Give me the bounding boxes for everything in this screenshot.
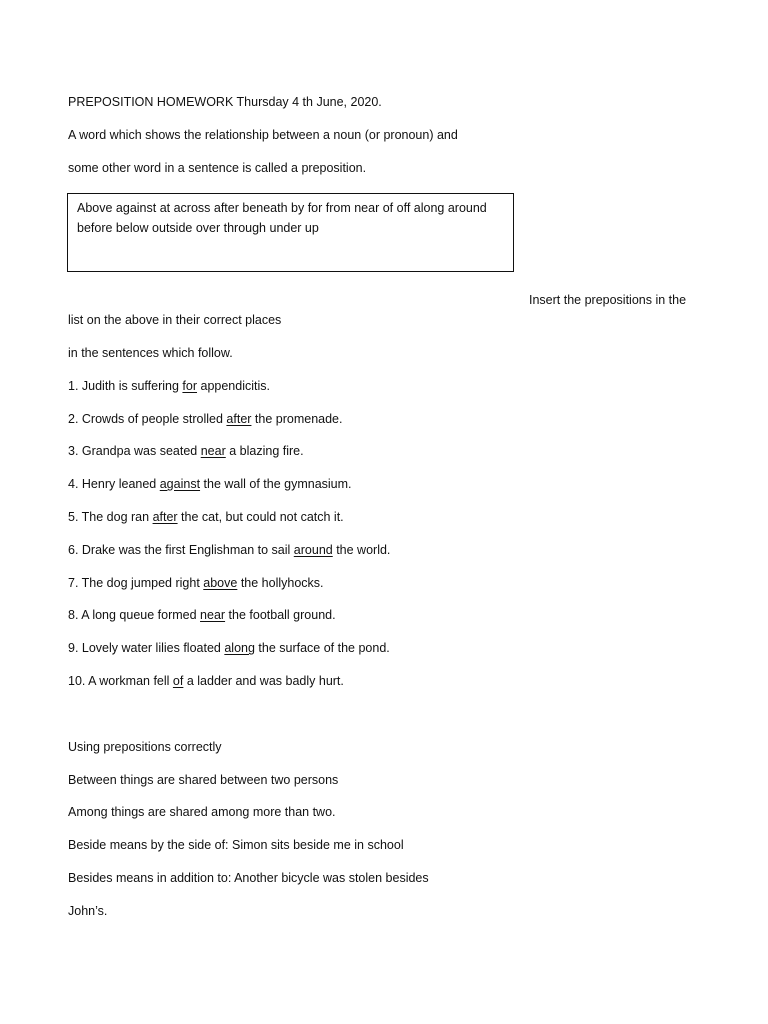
usage-heading: Using prepositions correctly — [68, 740, 222, 754]
answer-word: along — [224, 641, 255, 655]
answer-word: near — [200, 608, 226, 622]
answer-word: after — [226, 412, 252, 426]
usage-among: Among things are shared among more than two. — [68, 805, 336, 819]
usage-besides-line-1: Besides means in addition to: Another bicycle was stolen besides — [68, 871, 429, 885]
sentence-9: 9. Lovely water lilies floated along the surface of the pond. — [68, 641, 390, 655]
sentence-3: 3. Grandpa was seated near a blazing fire. — [68, 444, 304, 458]
preposition-word-box — [67, 193, 514, 272]
instructions-part-1: Insert the prepositions in the — [529, 293, 687, 307]
answer-word: above — [203, 576, 238, 590]
sentence-6: 6. Drake was the first Englishman to sail around the world. — [68, 543, 391, 557]
sentence-8: 8. A long queue formed near the football ground. — [68, 608, 336, 622]
sentence-10: 10. A workman fell of a ladder and was badly hurt. — [68, 674, 344, 688]
definition-line-2: some other word in a sentence is called a preposition. — [68, 161, 367, 175]
definition-line-1: A word which shows the relationship between a noun (or pronoun) and — [68, 128, 458, 142]
answer-word: for — [182, 379, 198, 393]
answer-word: against — [159, 477, 201, 491]
sentence-5: 5. The dog ran after the cat, but could not catch it. — [68, 510, 344, 524]
answer-word: of — [172, 674, 184, 688]
answer-word: after — [152, 510, 178, 524]
usage-between: Between things are shared between two persons — [68, 773, 339, 787]
usage-beside: Beside means by the side of: Simon sits beside me in school — [68, 838, 404, 852]
instructions-part-2: list on the above in their correct places — [68, 313, 282, 327]
sentence-7: 7. The dog jumped right above the hollyhocks. — [68, 576, 324, 590]
answer-word: near — [200, 444, 226, 458]
page-title: PREPOSITION HOMEWORK Thursday 4 th June, 2020. — [68, 95, 382, 109]
sentence-2: 2. Crowds of people strolled after the promenade. — [68, 412, 343, 426]
usage-besides-line-2: John’s. — [68, 904, 108, 918]
instructions-part-3: in the sentences which follow. — [68, 346, 233, 360]
word-box-line-2: before below outside over through under up — [77, 221, 319, 235]
answer-word: around — [293, 543, 333, 557]
sentence-4: 4. Henry leaned against the wall of the gymnasium. — [68, 477, 352, 491]
word-box-line-1: Above against at across after beneath by for from near of off along around — [77, 201, 487, 215]
sentence-1: 1. Judith is suffering for appendicitis. — [68, 379, 270, 393]
